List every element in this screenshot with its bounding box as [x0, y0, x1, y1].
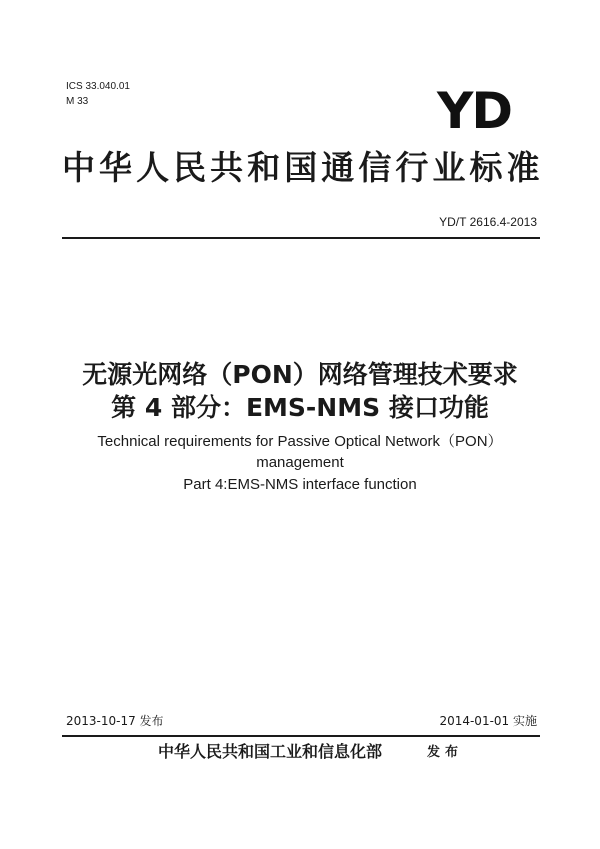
yd-logo [436, 86, 512, 132]
yd-logo-text: YD [436, 86, 511, 132]
classification-code: M 33 [66, 96, 89, 107]
issued-label: 发布 [427, 745, 464, 760]
header-divider [62, 237, 540, 239]
english-title-line-2: management [256, 454, 344, 471]
ics-code: ICS 33.040.01 [66, 81, 130, 92]
standard-category-title: 中华人民共和国通信行业标准 [62, 148, 540, 187]
footer-divider [62, 735, 540, 737]
english-title-line-1: Technical requirements for Passive Optical Network（PON） [97, 433, 503, 450]
chinese-title-line-2: 第 4 部分：EMS-NMS 接口功能 [111, 393, 489, 422]
issuing-authority: 中华人民共和国工业和信息化部 [158, 742, 383, 761]
issue-date: 2013-10-17 发布 [66, 714, 164, 728]
standard-number: YD/T 2616.4-2013 [439, 215, 537, 229]
implementation-date: 2014-01-01 实施 [439, 714, 537, 728]
english-title-line-3: Part 4:EMS-NMS interface function [183, 476, 417, 493]
chinese-title-line-1: 无源光网络（PON）网络管理技术要求 [82, 360, 518, 389]
